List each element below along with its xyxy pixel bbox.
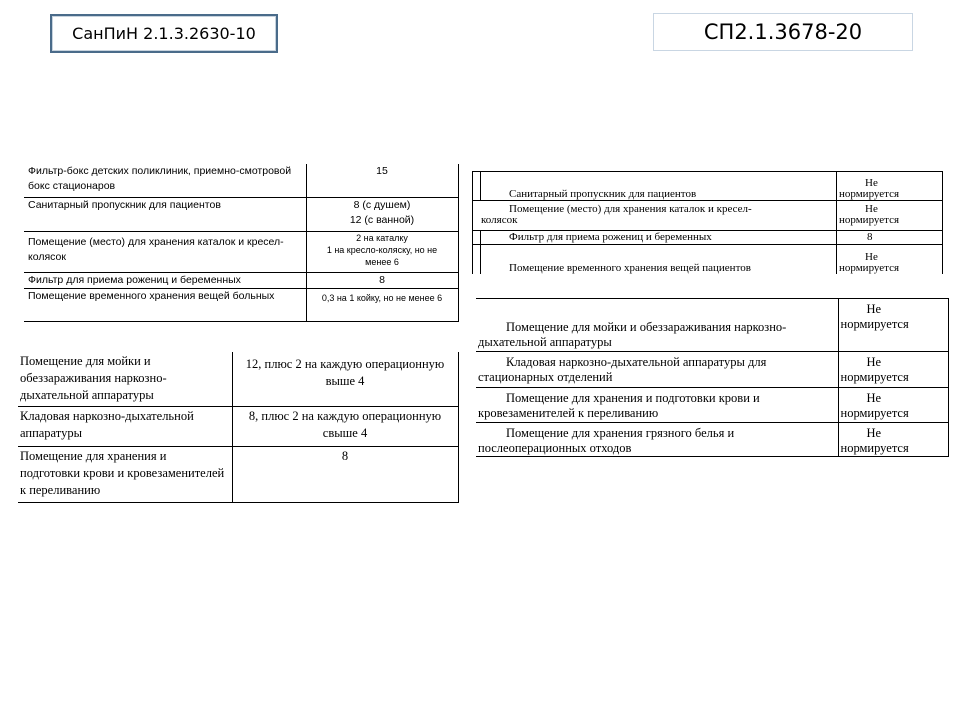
- room-name: Кладовая наркозно-дыхательной аппаратуры для стационарных отделений: [476, 352, 838, 388]
- norm-value: 15: [306, 164, 458, 197]
- norm-value: 8, плюс 2 на каждую операционную свыше 4: [232, 406, 458, 446]
- sp-title-badge: СП2.1.3678-20: [653, 13, 913, 51]
- room-name-line: Помещение (место) для хранения каталок и кресел-: [509, 203, 752, 215]
- norm-value-line: нормируется: [839, 261, 900, 274]
- row-gutter: [473, 245, 481, 274]
- room-name: Фильтр-бокс детских поликлиник, приемно-смотровой бокс стационаров: [24, 164, 306, 197]
- table-row: [473, 201, 943, 231]
- table-row: [24, 288, 458, 321]
- table-row: [18, 446, 458, 502]
- norm-value: [838, 388, 948, 423]
- room-name: Фильтр для приема рожениц и беременных: [24, 272, 306, 288]
- norm-value-line: 2 на каталку: [356, 232, 408, 243]
- norm-value: [306, 231, 458, 272]
- norm-value-line: Не: [865, 177, 878, 189]
- room-name-line: колясок: [481, 214, 518, 226]
- norm-value-line: Не: [866, 355, 882, 369]
- room-name: Санитарный пропускник для пациентов: [24, 197, 306, 231]
- norm-value: [838, 423, 948, 457]
- table-row: [476, 352, 948, 388]
- sanpin-table-2: [18, 352, 459, 503]
- norm-value: 8: [837, 231, 943, 245]
- norm-value: 8: [306, 272, 458, 288]
- room-name: Помещение для хранения грязного белья и послеоперационных отходов: [476, 423, 838, 457]
- norm-value-line: Не: [866, 426, 882, 440]
- room-name: Помещение для мойки и обеззараживания наркозно-дыхательной аппаратуры: [476, 299, 838, 352]
- sp-table-1: [472, 171, 943, 274]
- room-name: Помещение временного хранения вещей пациентов: [481, 245, 837, 274]
- table-row: [18, 406, 458, 446]
- norm-value-line: Не: [866, 391, 882, 405]
- table-row: [24, 164, 458, 197]
- row-gutter: [473, 231, 481, 245]
- norm-value-line: 8 (с душем): [353, 198, 411, 211]
- norm-value: 12, плюс 2 на каждую операционную выше 4: [232, 352, 458, 406]
- room-name: Помещение для мойки и обеззараживания наркозно-дыхательной аппаратуры: [18, 352, 232, 406]
- room-name: Помещение временного хранения вещей больных: [24, 288, 306, 321]
- table-row: [24, 272, 458, 288]
- norm-value-line: нормируется: [840, 317, 909, 331]
- table-row: [18, 352, 458, 406]
- norm-value: [838, 352, 948, 388]
- table-row: [476, 423, 948, 457]
- norm-value-line: нормируется: [839, 214, 900, 226]
- table-row: [476, 388, 948, 423]
- room-name: Фильтр для приема рожениц и беременных: [481, 231, 837, 245]
- sanpin-title-badge: СанПиН 2.1.3.2630-10: [50, 14, 278, 53]
- norm-value-line: нормируется: [840, 406, 909, 420]
- room-name: [473, 201, 837, 231]
- table-row: [24, 231, 458, 272]
- table-row: [473, 231, 943, 245]
- norm-value: 8: [232, 446, 458, 502]
- norm-value-line: менее 6: [365, 256, 399, 267]
- room-name: Помещение для хранения и подготовки крови и кровезаменителей к переливанию: [18, 446, 232, 502]
- norm-value-line: Не: [866, 302, 882, 316]
- norm-value: [838, 299, 948, 352]
- sp-table-2: [476, 298, 949, 457]
- norm-value-line: нормируется: [839, 188, 900, 200]
- norm-value-line: 12 (с ванной): [349, 213, 415, 226]
- norm-value: [306, 197, 458, 231]
- norm-value: [837, 245, 943, 274]
- room-name: Санитарный пропускник для пациентов: [481, 172, 837, 201]
- table-row: [476, 299, 948, 352]
- table-row: [24, 197, 458, 231]
- table-row: [473, 245, 943, 274]
- row-gutter: [473, 172, 481, 201]
- norm-value-line: Не: [865, 203, 878, 215]
- norm-value-line: нормируется: [840, 370, 909, 384]
- table-row: [473, 172, 943, 201]
- norm-value-line: 1 на кресло-коляску, но не: [326, 244, 438, 255]
- sanpin-table-1: [24, 164, 459, 322]
- room-name: Помещение для хранения и подготовки крови и кровезаменителей к переливанию: [476, 388, 838, 423]
- room-name: Помещение (место) для хранения каталок и кресел-колясок: [24, 231, 306, 272]
- room-name: Кладовая наркозно-дыхательной аппаратуры: [18, 406, 232, 446]
- norm-value-line: Не: [865, 250, 878, 263]
- norm-value: 0,3 на 1 койку, но не менее 6: [306, 288, 458, 321]
- norm-value-line: нормируется: [840, 441, 909, 455]
- norm-value: [837, 172, 943, 201]
- norm-value: [837, 201, 943, 231]
